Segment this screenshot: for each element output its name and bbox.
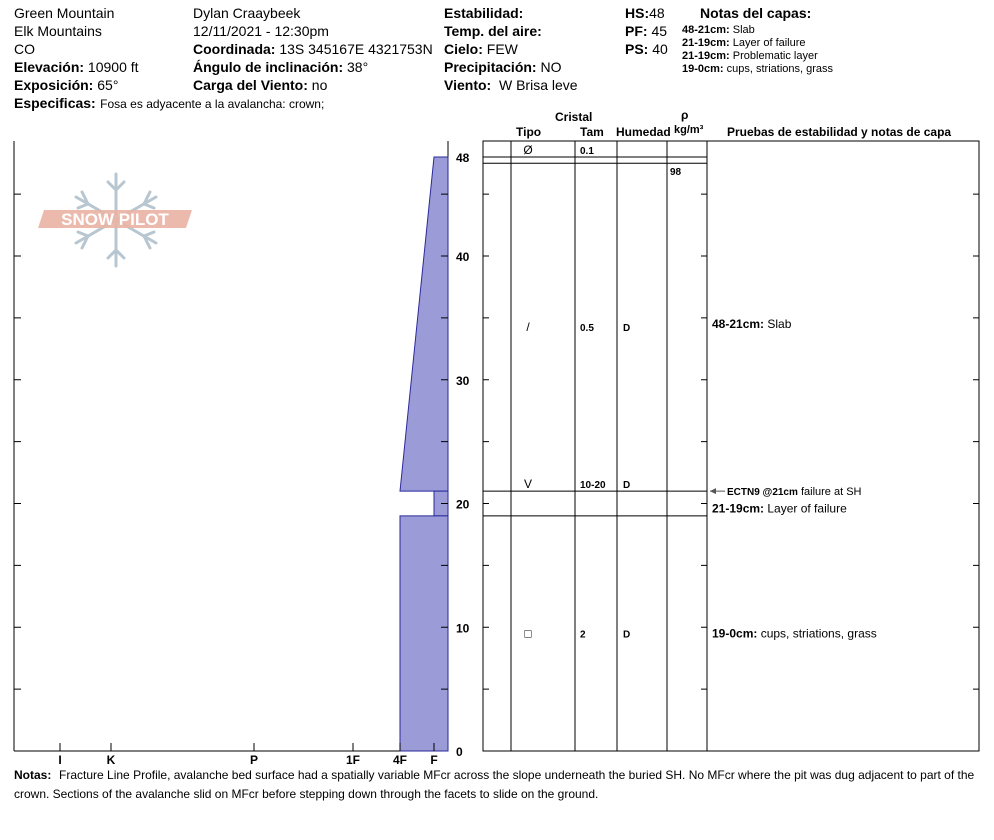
moisture-heading: Humedad <box>616 125 671 139</box>
crystal-heading: Cristal <box>555 110 593 124</box>
layer-note: 21-19cm: Layer of failure <box>682 37 806 49</box>
stability: Estabilidad: <box>444 5 524 21</box>
wind: Viento: W Brisa leve <box>444 77 578 93</box>
grain-size: 0.5 <box>580 323 594 335</box>
layer-comment: 19-0cm: cups, striations, grass <box>712 626 877 641</box>
grain-type-symbol: Ø <box>523 143 533 157</box>
notes-label: Notas: <box>14 768 52 782</box>
depth-tick-label: 30 <box>456 373 470 388</box>
notes-text: Fracture Line Profile, avalanche bed surface had a spatially variable MFcr across the slope underneath the buried SH. No MFcr where the pit was dug adjacent to part of the crown. Sections of the avalanche slid on MFcr before stepping down through the facets to slide on the ground. <box>14 768 975 801</box>
size-heading: Tam <box>580 125 604 139</box>
exposure: Exposición: 65° <box>14 77 119 93</box>
logo-text: SNOW PILOT <box>61 210 169 229</box>
grain-size: 0.1 <box>580 146 594 157</box>
depth-tick-label: 48 <box>456 151 470 165</box>
moisture: D <box>623 480 631 492</box>
air-temp: Temp. del aire: <box>444 23 542 39</box>
depth-tick-label: 20 <box>456 497 470 512</box>
wind-load: Carga del Viento: no <box>193 77 328 93</box>
hardness-segment-0 <box>400 157 448 491</box>
depth-tick-label: 0 <box>456 745 463 759</box>
coordinate: Coordinada: 13S 345167E 4321753N <box>193 41 433 57</box>
observer: Dylan Craaybeek <box>193 5 301 21</box>
layer-note: 21-19cm: Problematic layer <box>682 50 818 62</box>
grain-size: 10-20 <box>580 480 606 492</box>
ps: PS: 40 <box>625 41 668 57</box>
hardness-tick-label: I <box>58 753 62 767</box>
rho-heading: ρ <box>681 108 689 122</box>
type-heading: Tipo <box>516 125 542 139</box>
test-arrow-head <box>710 488 716 494</box>
mountain-range: Elk Mountains <box>14 23 102 39</box>
state: CO <box>14 41 35 57</box>
depth-tick-label: 40 <box>456 250 470 264</box>
grain-type-symbol: V <box>523 477 533 492</box>
grain-type-symbol: □ <box>524 626 532 641</box>
grain-size: 2 <box>580 629 586 641</box>
tests-heading: Pruebas de estabilidad y notas de capa <box>727 125 952 139</box>
specifics: Especificas: Fosa es adyacente a la avalancha: crown; <box>14 95 325 111</box>
slope-angle: Ángulo de inclinación: 38° <box>193 59 369 75</box>
layer-note: 19-0cm: cups, striations, grass <box>682 63 834 75</box>
stability-test: ECTN9 @21cm failure at SH <box>727 486 862 499</box>
notes <box>14 766 984 804</box>
moisture: D <box>623 629 631 641</box>
elevation: Elevación: 10900 ft <box>14 59 139 75</box>
depth-tick-label: 10 <box>456 621 470 636</box>
layer-notes-title: Notas del capas: <box>700 5 812 21</box>
density-value: 98 <box>670 167 682 179</box>
layer-note: 48-21cm: Slab <box>682 24 755 36</box>
hardness-segment-2 <box>400 516 448 751</box>
pf: PF: 45 <box>625 23 668 39</box>
layer-table <box>483 141 979 751</box>
precipitation: Precipitación: NO <box>444 59 562 75</box>
moisture: D <box>623 323 631 335</box>
grain-type-symbol: / <box>526 320 530 335</box>
sky: Cielo: FEW <box>444 41 518 57</box>
layer-comment: 21-19cm: Layer of failure <box>712 501 847 516</box>
layer-comment: 48-21cm: Slab <box>712 317 792 332</box>
hardness-tick-label: K <box>106 753 116 767</box>
density-unit-heading: kg/m³ <box>674 124 704 136</box>
hardness-tick-label: 4F <box>392 753 408 767</box>
hardness-tick-label: P <box>249 753 259 767</box>
hs: HS:48 <box>625 5 665 21</box>
location: Green Mountain <box>14 5 115 21</box>
datetime: 12/11/2021 - 12:30pm <box>193 23 329 39</box>
hardness-tick-label: 1F <box>345 753 361 767</box>
hardness-tick-label: F <box>430 753 438 767</box>
